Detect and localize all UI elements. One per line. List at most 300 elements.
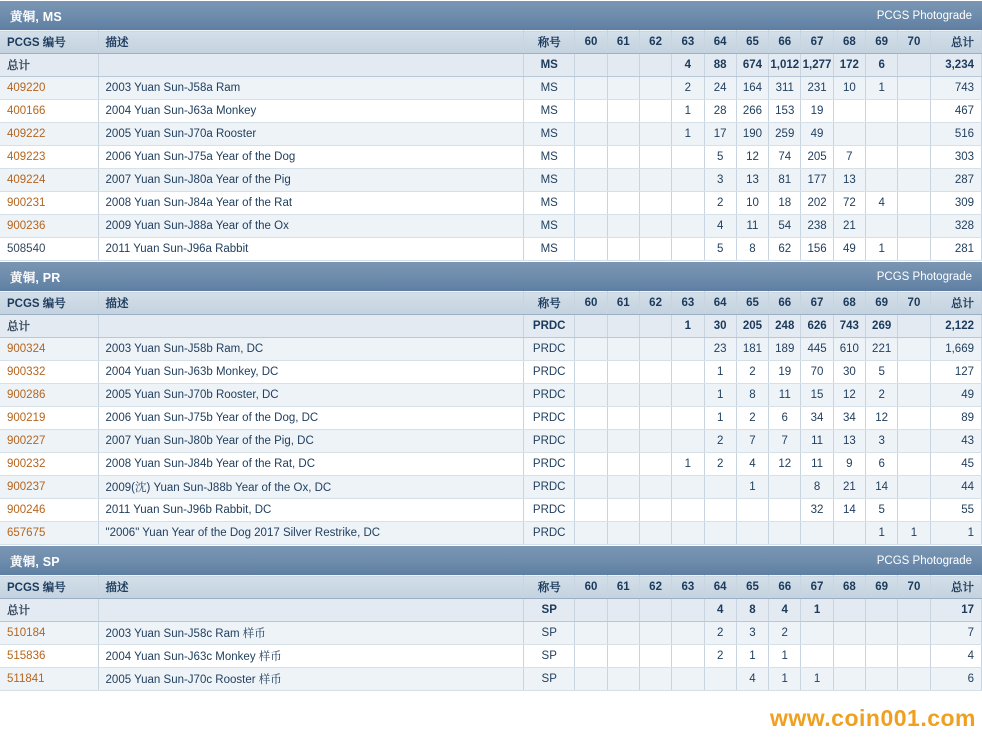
cell-designation: PRDC xyxy=(524,499,575,522)
cell-grade-66: 74 xyxy=(769,146,801,169)
cell-pcgs-number xyxy=(0,338,98,361)
grade-table xyxy=(0,291,982,545)
cell-grade-70: 1 xyxy=(898,522,930,545)
cell-description: 2004 Yuan Sun-J63c Monkey 样币 xyxy=(98,645,524,668)
cell-description: 2003 Yuan Sun-J58a Ram xyxy=(98,77,524,100)
cell-grade-70 xyxy=(898,453,930,476)
pcgs-number-link[interactable]: 900231 xyxy=(7,197,46,209)
column-header-id[interactable]: PCGS 编号 xyxy=(0,31,98,54)
cell-designation: PRDC xyxy=(524,361,575,384)
cell-designation: PRDC xyxy=(524,476,575,499)
cell-grade-60 xyxy=(575,407,607,430)
pcgs-number-link[interactable]: 900324 xyxy=(7,343,46,355)
total-grade-67: 1,277 xyxy=(801,54,833,77)
cell-grade-63: 2 xyxy=(672,77,704,100)
cell-grade-61 xyxy=(607,668,639,691)
column-header-grade-62[interactable]: 62 xyxy=(639,31,671,54)
cell-grade-69 xyxy=(866,645,898,668)
cell-grade-69 xyxy=(866,100,898,123)
cell-grade-61 xyxy=(607,146,639,169)
column-header-grade-68[interactable]: 68 xyxy=(833,31,865,54)
column-header-grade-69[interactable]: 69 xyxy=(866,292,898,315)
cell-grade-62 xyxy=(639,100,671,123)
cell-grade-62 xyxy=(639,622,671,645)
cell-grade-70 xyxy=(898,238,930,261)
cell-grade-64: 2 xyxy=(704,622,736,645)
cell-grade-63 xyxy=(672,361,704,384)
cell-grade-70 xyxy=(898,215,930,238)
cell-pcgs-number xyxy=(0,192,98,215)
cell-grade-64: 2 xyxy=(704,645,736,668)
cell-grade-69 xyxy=(866,215,898,238)
cell-grade-68: 7 xyxy=(833,146,865,169)
cell-grade-67: 34 xyxy=(801,407,833,430)
cell-grade-66: 54 xyxy=(769,215,801,238)
pcgs-number-link[interactable]: 409220 xyxy=(7,82,46,94)
column-header-grade-66[interactable]: 66 xyxy=(769,31,801,54)
cell-total: 55 xyxy=(930,499,981,522)
table-row[interactable] xyxy=(0,361,982,384)
column-header-grade-62[interactable]: 62 xyxy=(639,576,671,599)
cell-grade-66: 189 xyxy=(769,338,801,361)
cell-grade-62 xyxy=(639,522,671,545)
cell-description: "2006" Yuan Year of the Dog 2017 Silver Restrike, DC xyxy=(98,522,524,545)
column-header-grade-67[interactable]: 67 xyxy=(801,292,833,315)
cell-grade-63 xyxy=(672,146,704,169)
total-grade-69: 269 xyxy=(866,315,898,338)
cell-grade-63 xyxy=(672,384,704,407)
cell-grade-65: 190 xyxy=(736,123,768,146)
total-grade-65: 205 xyxy=(736,315,768,338)
cell-grade-66: 1 xyxy=(769,668,801,691)
cell-grade-68: 34 xyxy=(833,407,865,430)
column-header-grade-63[interactable]: 63 xyxy=(672,31,704,54)
cell-grade-62 xyxy=(639,361,671,384)
cell-grade-68: 9 xyxy=(833,453,865,476)
cell-grade-62 xyxy=(639,407,671,430)
column-header-grade-65[interactable]: 65 xyxy=(736,576,768,599)
cell-grade-60 xyxy=(575,123,607,146)
cell-grade-63 xyxy=(672,645,704,668)
total-grade-63: 1 xyxy=(672,315,704,338)
table-row[interactable] xyxy=(0,238,982,261)
cell-grade-64: 1 xyxy=(704,407,736,430)
cell-pcgs-number xyxy=(0,384,98,407)
cell-designation: PRDC xyxy=(524,453,575,476)
cell-grade-69: 12 xyxy=(866,407,898,430)
cell-grade-62 xyxy=(639,645,671,668)
cell-description: 2011 Yuan Sun-J96a Rabbit xyxy=(98,238,524,261)
cell-pcgs-number xyxy=(0,215,98,238)
table-row[interactable] xyxy=(0,453,982,476)
cell-grade-69 xyxy=(866,169,898,192)
cell-designation: MS xyxy=(524,192,575,215)
table-row[interactable] xyxy=(0,215,982,238)
table-row[interactable] xyxy=(0,499,982,522)
cell-grade-64: 3 xyxy=(704,169,736,192)
cell-grade-67: 202 xyxy=(801,192,833,215)
cell-grade-60 xyxy=(575,453,607,476)
cell-grade-60 xyxy=(575,668,607,691)
cell-grade-67: 15 xyxy=(801,384,833,407)
cell-grade-70 xyxy=(898,384,930,407)
column-header-grade-61[interactable]: 61 xyxy=(607,576,639,599)
cell-grade-64 xyxy=(704,499,736,522)
column-header-grade-64[interactable]: 64 xyxy=(704,31,736,54)
table-header-row xyxy=(0,576,982,599)
cell-grade-70 xyxy=(898,668,930,691)
cell-total: 743 xyxy=(930,77,981,100)
cell-grade-67: 231 xyxy=(801,77,833,100)
cell-grade-64: 4 xyxy=(704,215,736,238)
cell-grade-64 xyxy=(704,522,736,545)
column-header-description[interactable]: 描述 xyxy=(98,31,524,54)
cell-grade-63: 1 xyxy=(672,453,704,476)
cell-total: 45 xyxy=(930,453,981,476)
cell-grade-65: 13 xyxy=(736,169,768,192)
cell-grade-66: 7 xyxy=(769,430,801,453)
table-row[interactable] xyxy=(0,430,982,453)
cell-grade-70 xyxy=(898,361,930,384)
brand-label: PCGS Photograde xyxy=(876,270,972,283)
cell-grade-69: 5 xyxy=(866,361,898,384)
cell-grade-66: 12 xyxy=(769,453,801,476)
total-grade-68: 743 xyxy=(833,315,865,338)
cell-grade-70 xyxy=(898,499,930,522)
total-count: 17 xyxy=(930,599,981,622)
column-header-grade-62[interactable]: 62 xyxy=(639,292,671,315)
cell-description: 2004 Yuan Sun-J63a Monkey xyxy=(98,100,524,123)
cell-total: 4 xyxy=(930,645,981,668)
pcgs-number-link[interactable]: 900227 xyxy=(7,435,46,447)
cell-grade-62 xyxy=(639,476,671,499)
cell-grade-64: 5 xyxy=(704,146,736,169)
total-description xyxy=(98,599,524,622)
cell-grade-67: 238 xyxy=(801,215,833,238)
cell-grade-60 xyxy=(575,338,607,361)
cell-description: 2005 Yuan Sun-J70a Rooster xyxy=(98,123,524,146)
cell-grade-62 xyxy=(639,123,671,146)
cell-grade-61 xyxy=(607,384,639,407)
total-grade-70 xyxy=(898,54,930,77)
cell-total: 281 xyxy=(930,238,981,261)
pcgs-number-link[interactable]: 900246 xyxy=(7,504,46,516)
table-row[interactable] xyxy=(0,123,982,146)
column-header-grade-66[interactable]: 66 xyxy=(769,576,801,599)
cell-grade-62 xyxy=(639,192,671,215)
column-header-description[interactable]: 描述 xyxy=(98,292,524,315)
column-header-grade-68[interactable]: 68 xyxy=(833,576,865,599)
cell-designation: MS xyxy=(524,146,575,169)
cell-grade-68 xyxy=(833,100,865,123)
cell-grade-68 xyxy=(833,123,865,146)
table-row[interactable] xyxy=(0,622,982,645)
column-header-grade-70[interactable]: 70 xyxy=(898,292,930,315)
cell-designation: PRDC xyxy=(524,338,575,361)
cell-grade-65: 10 xyxy=(736,192,768,215)
cell-grade-63 xyxy=(672,169,704,192)
cell-grade-66: 311 xyxy=(769,77,801,100)
column-header-grade-60[interactable]: 60 xyxy=(575,576,607,599)
cell-grade-64 xyxy=(704,668,736,691)
column-header-grade-60[interactable]: 60 xyxy=(575,31,607,54)
section-title: 黄铜, MS xyxy=(10,9,62,24)
cell-grade-67: 205 xyxy=(801,146,833,169)
cell-description: 2006 Yuan Sun-J75b Year of the Dog, DC xyxy=(98,407,524,430)
cell-designation: MS xyxy=(524,100,575,123)
cell-description: 2008 Yuan Sun-J84b Year of the Rat, DC xyxy=(98,453,524,476)
cell-grade-63 xyxy=(672,215,704,238)
cell-grade-68 xyxy=(833,522,865,545)
column-header-id[interactable]: PCGS 编号 xyxy=(0,576,98,599)
column-header-designation[interactable]: 称号 xyxy=(524,31,575,54)
table-row[interactable] xyxy=(0,645,982,668)
cell-grade-69: 221 xyxy=(866,338,898,361)
cell-grade-65: 3 xyxy=(736,622,768,645)
cell-grade-61 xyxy=(607,522,639,545)
column-header-grade-70[interactable]: 70 xyxy=(898,576,930,599)
total-grade-60 xyxy=(575,54,607,77)
table-row[interactable] xyxy=(0,100,982,123)
column-header-total[interactable]: 总计 xyxy=(930,576,981,599)
cell-grade-65: 4 xyxy=(736,453,768,476)
cell-grade-66: 18 xyxy=(769,192,801,215)
total-count: 3,234 xyxy=(930,54,981,77)
cell-grade-63 xyxy=(672,430,704,453)
cell-grade-64: 2 xyxy=(704,430,736,453)
cell-grade-66: 19 xyxy=(769,361,801,384)
cell-grade-68 xyxy=(833,622,865,645)
column-header-grade-65[interactable]: 65 xyxy=(736,292,768,315)
table-row[interactable] xyxy=(0,476,982,499)
cell-grade-61 xyxy=(607,238,639,261)
total-designation: MS xyxy=(524,54,575,77)
column-header-designation[interactable]: 称号 xyxy=(524,292,575,315)
cell-pcgs-number xyxy=(0,77,98,100)
cell-grade-61 xyxy=(607,192,639,215)
column-header-total[interactable]: 总计 xyxy=(930,292,981,315)
column-header-grade-70[interactable]: 70 xyxy=(898,31,930,54)
column-header-total[interactable]: 总计 xyxy=(930,31,981,54)
pcgs-number-link[interactable]: 900332 xyxy=(7,366,46,378)
cell-grade-60 xyxy=(575,169,607,192)
column-header-grade-67[interactable]: 67 xyxy=(801,31,833,54)
column-header-grade-61[interactable]: 61 xyxy=(607,292,639,315)
total-description xyxy=(98,315,524,338)
cell-grade-68: 13 xyxy=(833,169,865,192)
cell-grade-60 xyxy=(575,622,607,645)
total-grade-61 xyxy=(607,54,639,77)
pcgs-number-link[interactable]: 900237 xyxy=(7,481,46,493)
cell-grade-60 xyxy=(575,645,607,668)
cell-grade-61 xyxy=(607,123,639,146)
cell-grade-66 xyxy=(769,499,801,522)
column-header-grade-63[interactable]: 63 xyxy=(672,292,704,315)
cell-grade-66: 153 xyxy=(769,100,801,123)
column-header-grade-61[interactable]: 61 xyxy=(607,31,639,54)
table-row[interactable] xyxy=(0,338,982,361)
cell-grade-61 xyxy=(607,338,639,361)
brand-label: PCGS Photograde xyxy=(876,9,972,22)
cell-description: 2009(沈) Yuan Sun-J88b Year of the Ox, DC xyxy=(98,476,524,499)
cell-grade-65: 2 xyxy=(736,361,768,384)
table-row[interactable] xyxy=(0,192,982,215)
cell-grade-61 xyxy=(607,77,639,100)
table-row[interactable] xyxy=(0,146,982,169)
cell-total: 49 xyxy=(930,384,981,407)
cell-grade-63 xyxy=(672,338,704,361)
cell-grade-65 xyxy=(736,499,768,522)
pcgs-number-link[interactable]: 409224 xyxy=(7,174,46,186)
pcgs-number-link[interactable]: 511841 xyxy=(7,673,45,685)
cell-grade-63 xyxy=(672,238,704,261)
pcgs-number-link[interactable]: 409222 xyxy=(7,128,46,140)
cell-total: 6 xyxy=(930,668,981,691)
pcgs-number-link[interactable]: 900236 xyxy=(7,220,46,232)
cell-total: 43 xyxy=(930,430,981,453)
cell-designation: MS xyxy=(524,169,575,192)
column-header-description[interactable]: 描述 xyxy=(98,576,524,599)
cell-grade-65: 164 xyxy=(736,77,768,100)
pcgs-number-link[interactable]: 657675 xyxy=(7,527,46,539)
cell-designation: MS xyxy=(524,123,575,146)
cell-grade-67: 445 xyxy=(801,338,833,361)
cell-grade-70 xyxy=(898,77,930,100)
pcgs-number-link[interactable]: 900219 xyxy=(7,412,46,424)
column-header-grade-64[interactable]: 64 xyxy=(704,292,736,315)
cell-pcgs-number xyxy=(0,453,98,476)
cell-grade-64: 28 xyxy=(704,100,736,123)
table-row[interactable] xyxy=(0,77,982,100)
cell-total: 303 xyxy=(930,146,981,169)
cell-grade-62 xyxy=(639,499,671,522)
cell-pcgs-number xyxy=(0,499,98,522)
total-grade-60 xyxy=(575,599,607,622)
cell-designation: MS xyxy=(524,77,575,100)
cell-grade-63 xyxy=(672,499,704,522)
column-header-designation[interactable]: 称号 xyxy=(524,576,575,599)
column-header-grade-66[interactable]: 66 xyxy=(769,292,801,315)
cell-grade-61 xyxy=(607,407,639,430)
cell-description: 2006 Yuan Sun-J75a Year of the Dog xyxy=(98,146,524,169)
cell-grade-60 xyxy=(575,522,607,545)
cell-grade-60 xyxy=(575,361,607,384)
pcgs-number-link[interactable]: 510184 xyxy=(7,627,46,639)
cell-description: 2011 Yuan Sun-J96b Rabbit, DC xyxy=(98,499,524,522)
cell-total: 467 xyxy=(930,100,981,123)
cell-grade-69: 14 xyxy=(866,476,898,499)
cell-grade-63 xyxy=(672,522,704,545)
total-grade-68 xyxy=(833,599,865,622)
pcgs-number-link[interactable]: 400166 xyxy=(7,105,46,117)
table-total-row xyxy=(0,315,982,338)
cell-grade-62 xyxy=(639,453,671,476)
cell-grade-69 xyxy=(866,622,898,645)
column-header-grade-69[interactable]: 69 xyxy=(866,576,898,599)
cell-total: 44 xyxy=(930,476,981,499)
pcgs-number-link[interactable]: 900286 xyxy=(7,389,46,401)
cell-grade-62 xyxy=(639,146,671,169)
cell-grade-64: 5 xyxy=(704,238,736,261)
section-title: 黄铜, PR xyxy=(10,270,61,285)
cell-grade-67: 11 xyxy=(801,453,833,476)
cell-grade-67 xyxy=(801,645,833,668)
section-header xyxy=(0,261,982,291)
cell-total: 309 xyxy=(930,192,981,215)
total-grade-62 xyxy=(639,599,671,622)
total-grade-61 xyxy=(607,315,639,338)
cell-grade-66 xyxy=(769,522,801,545)
cell-grade-66: 62 xyxy=(769,238,801,261)
cell-description: 2009 Yuan Sun-J88a Year of the Ox xyxy=(98,215,524,238)
pcgs-number-link[interactable]: 515836 xyxy=(7,650,46,662)
cell-grade-68: 21 xyxy=(833,476,865,499)
cell-grade-69: 2 xyxy=(866,384,898,407)
column-header-grade-63[interactable]: 63 xyxy=(672,576,704,599)
column-header-grade-64[interactable]: 64 xyxy=(704,576,736,599)
table-row[interactable] xyxy=(0,169,982,192)
cell-grade-70 xyxy=(898,622,930,645)
cell-grade-64: 2 xyxy=(704,192,736,215)
cell-description: 2007 Yuan Sun-J80b Year of the Pig, DC xyxy=(98,430,524,453)
cell-designation: PRDC xyxy=(524,522,575,545)
cell-grade-60 xyxy=(575,77,607,100)
cell-grade-63 xyxy=(672,476,704,499)
table-row[interactable] xyxy=(0,407,982,430)
cell-grade-67: 19 xyxy=(801,100,833,123)
pcgs-number-link[interactable]: 900232 xyxy=(7,458,46,470)
cell-grade-60 xyxy=(575,215,607,238)
cell-grade-65: 7 xyxy=(736,430,768,453)
cell-grade-62 xyxy=(639,430,671,453)
column-header-grade-68[interactable]: 68 xyxy=(833,292,865,315)
report-section xyxy=(0,0,982,261)
section-header xyxy=(0,545,982,575)
table-row[interactable] xyxy=(0,668,982,691)
total-grade-62 xyxy=(639,315,671,338)
cell-grade-64 xyxy=(704,476,736,499)
cell-grade-66: 2 xyxy=(769,622,801,645)
watermark: www.coin001.com xyxy=(769,705,976,731)
cell-total: 89 xyxy=(930,407,981,430)
cell-grade-60 xyxy=(575,192,607,215)
column-header-grade-65[interactable]: 65 xyxy=(736,31,768,54)
total-grade-70 xyxy=(898,315,930,338)
cell-grade-68: 72 xyxy=(833,192,865,215)
column-header-grade-67[interactable]: 67 xyxy=(801,576,833,599)
cell-grade-69 xyxy=(866,668,898,691)
table-row[interactable] xyxy=(0,522,982,545)
table-row[interactable] xyxy=(0,384,982,407)
cell-grade-67: 11 xyxy=(801,430,833,453)
total-grade-67: 626 xyxy=(801,315,833,338)
cell-grade-70 xyxy=(898,192,930,215)
cell-grade-60 xyxy=(575,430,607,453)
total-grade-69 xyxy=(866,599,898,622)
column-header-grade-69[interactable]: 69 xyxy=(866,31,898,54)
cell-pcgs-number: 508540 xyxy=(0,238,98,261)
total-grade-63 xyxy=(672,599,704,622)
cell-grade-62 xyxy=(639,238,671,261)
column-header-id[interactable]: PCGS 编号 xyxy=(0,292,98,315)
cell-grade-61 xyxy=(607,645,639,668)
total-grade-68: 172 xyxy=(833,54,865,77)
cell-description: 2005 Yuan Sun-J70b Rooster, DC xyxy=(98,384,524,407)
cell-grade-62 xyxy=(639,384,671,407)
column-header-grade-60[interactable]: 60 xyxy=(575,292,607,315)
pcgs-number-link[interactable]: 409223 xyxy=(7,151,46,163)
cell-grade-69: 4 xyxy=(866,192,898,215)
